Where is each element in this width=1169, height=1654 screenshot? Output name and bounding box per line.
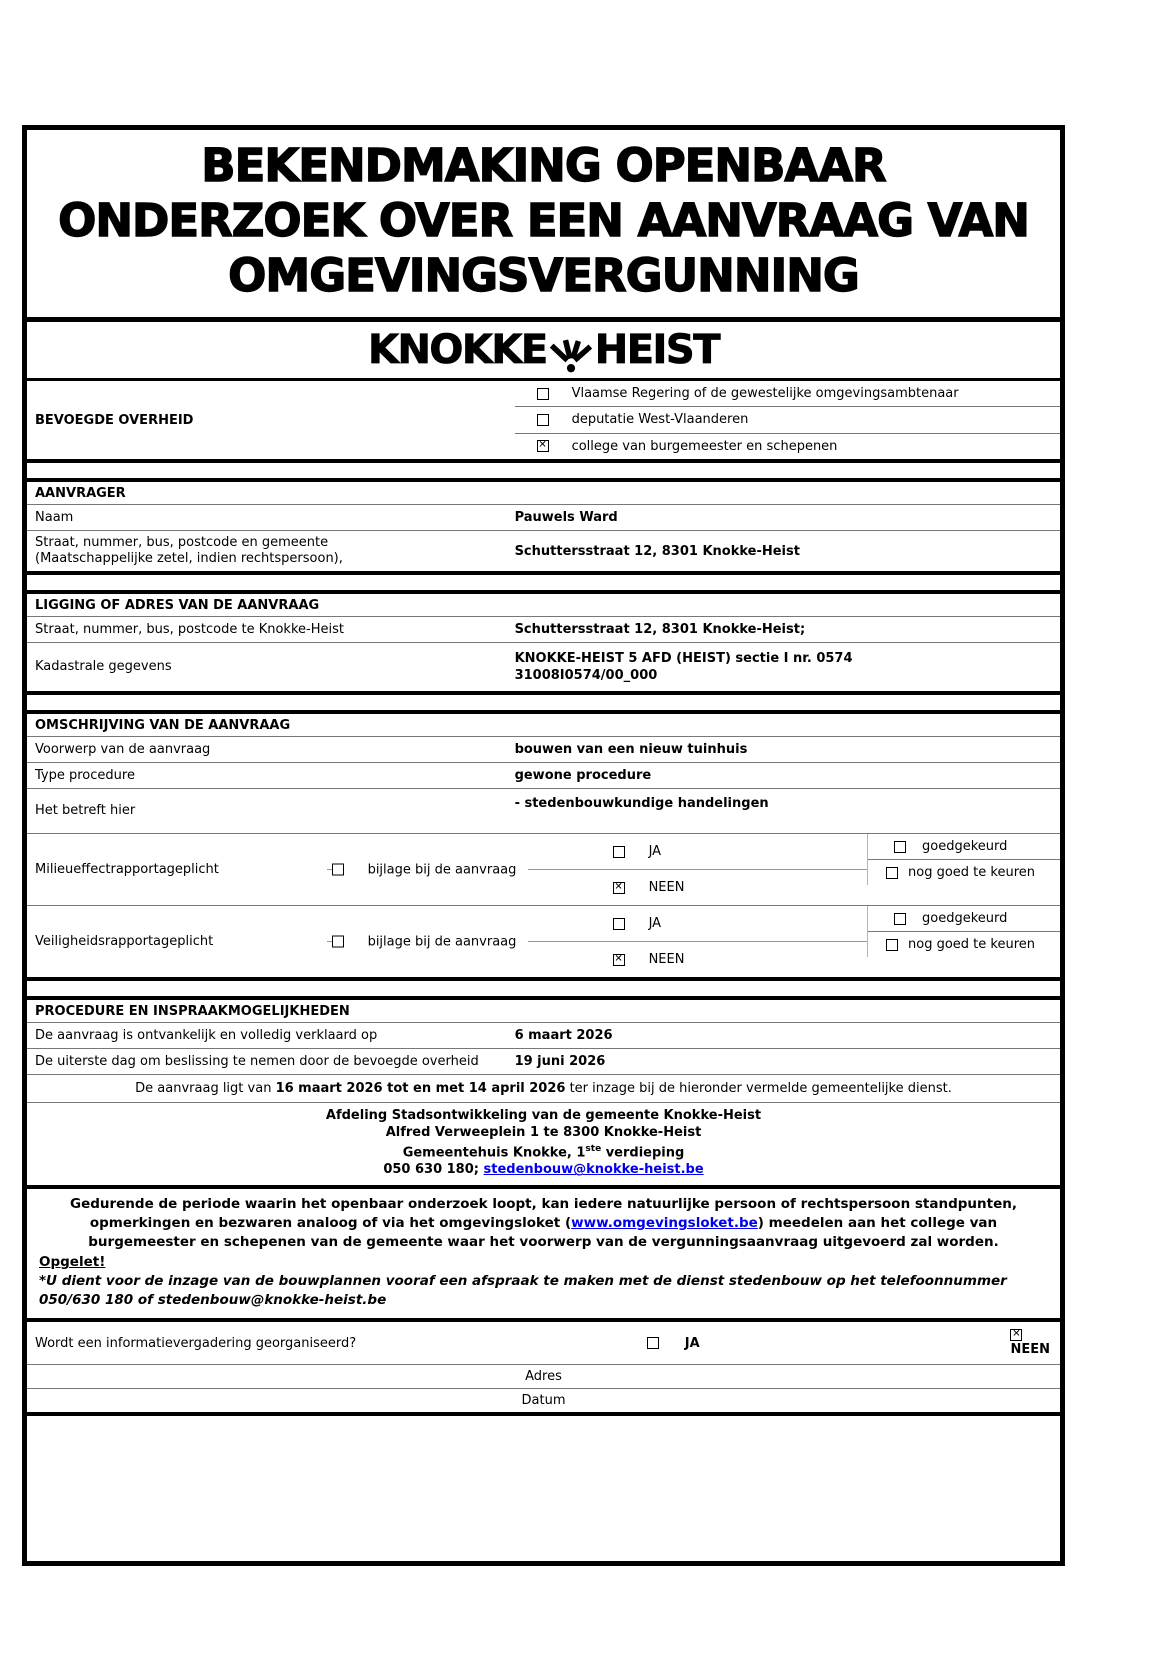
dienst-naam: Afdeling Stadsontwikkeling van de gemeente Knokke-Heist	[325, 1108, 762, 1123]
inzage-period: 16 maart 2026 tot en met 14 april 2026	[275, 1081, 566, 1096]
milieueffect-row	[27, 834, 1060, 906]
kadaster-value: KNOKKE-HEIST 5 AFD (HEIST) sectie I nr. 0574 31008I0574/00_000	[514, 651, 853, 683]
naam-row	[27, 505, 1060, 531]
kadaster-label: Kadastrale gegevens	[35, 659, 172, 674]
inzage-row: De aanvraag ligt van 16 maart 2026 tot en met 14 april 2026 ter inzage bij de hieronder vermelde gemeentelijke dienst.	[27, 1075, 1060, 1103]
datum-row: Datum	[521, 1393, 566, 1409]
betreft-label: Het betreft hier	[35, 803, 136, 818]
veiligheid-row	[27, 906, 1060, 977]
bevoegde-overheid-label: BEVOEGDE OVERHEID	[35, 412, 194, 428]
bevoegde-overheid-section	[27, 381, 1060, 459]
betreft-row	[27, 789, 1060, 834]
veiligheid-bijlage-checkbox[interactable]	[332, 936, 344, 948]
aanvrager-adres-row	[27, 531, 1060, 571]
college-checkbox[interactable]	[537, 440, 549, 452]
section-divider	[27, 571, 1060, 594]
ja-label: JA	[648, 916, 662, 931]
section-divider	[27, 977, 1060, 1000]
option-label: Vlaamse Regering of de gewestelijke omgevingsambtenaar	[571, 386, 959, 402]
milieueffect-ja-checkbox[interactable]	[613, 846, 625, 858]
section-divider	[27, 691, 1060, 714]
bijlage-label: bijlage bij de aanvraag	[367, 934, 517, 949]
title-line-2: ONDERZOEK OVER EEN AANVRAAG VAN	[58, 194, 1029, 247]
option-vlaamse-regering	[515, 381, 1060, 406]
document-title	[27, 130, 1060, 322]
dienst-adres: Alfred Verweeplein 1 te 8300 Knokke-Heist	[385, 1125, 702, 1140]
veiligheid-nog-goed-checkbox[interactable]	[886, 939, 898, 951]
opgelet-label: Opgelet!	[39, 1254, 106, 1271]
afspraak-note: *U dient voor de inzage van de bouwplannen vooraf een afspraak te maken met de dienst stedenbouw op het telefoonnummer 050/630 180 of stedenbouw@knokke-heist.be	[39, 1273, 1007, 1309]
milieueffect-nog-goed-checkbox[interactable]	[886, 867, 898, 879]
voorwerp-row	[27, 737, 1060, 763]
informatievergadering-neen-option	[1010, 1329, 1050, 1357]
informatievergadering-question: Wordt een informatievergadering georganiseerd?	[35, 1335, 357, 1351]
aanvrager-section-header: AANVRAGER	[27, 482, 1060, 505]
public-notice-block	[27, 1189, 1060, 1318]
logo-text-right: HEIST	[594, 327, 720, 373]
section-divider	[27, 459, 1060, 482]
veiligheid-ja-checkbox[interactable]	[613, 918, 625, 930]
ja-label: JA	[684, 1335, 700, 1351]
gemeentelijke-dienst-block	[27, 1103, 1060, 1185]
milieueffect-ja-neen	[327, 834, 867, 905]
neen-label: NEEN	[1010, 1342, 1050, 1358]
adres-row: Adres	[27, 1365, 1060, 1389]
empty-signature-box	[27, 1416, 1060, 1561]
informatievergadering-ja-option	[647, 1336, 700, 1351]
bijlage-label: bijlage bij de aanvraag	[367, 862, 517, 877]
voorwerp-value: bouwen van een nieuw tuinhuis	[514, 742, 748, 757]
goedgekeurd-label: goedgekeurd	[922, 911, 1008, 926]
deputatie-checkbox[interactable]	[537, 414, 549, 426]
uiterste-dag-row	[27, 1049, 1060, 1075]
option-deputatie	[515, 406, 1060, 432]
omgevingsloket-link[interactable]: www.omgevingsloket.be	[571, 1215, 758, 1232]
naam-value: Pauwels Ward	[514, 510, 618, 525]
milieueffect-bijlage-checkbox[interactable]	[332, 864, 344, 876]
milieueffect-bijlage	[332, 858, 529, 881]
uiterste-dag-label: De uiterste dag om beslissing te nemen door de bevoegde overheid	[35, 1053, 479, 1069]
aanvrager-adres-value: Schuttersstraat 12, 8301 Knokke-Heist	[514, 543, 800, 559]
option-label: college van burgemeester en schepenen	[571, 438, 838, 454]
veiligheid-goedgekeurd-checkbox[interactable]	[894, 913, 906, 925]
option-label: deputatie West-Vlaanderen	[571, 412, 749, 428]
notice-paragraph: Gedurende de periode waarin het openbaar onderzoek loopt, kan iedere natuurlijke persoon of rechtspersoon standpunten, opmerkingen en bezwaren analoog of via het omgevingsloket (www.omgevingsloket.be) meedelen aan het college van burgemeester en schepenen van de gemeente waar het voorwerp van de vergunningsaanvraag uitgevoerd zal worden.	[69, 1196, 1018, 1251]
logo-text-left: KNOKKE	[367, 327, 547, 373]
nog-goed-label: nog goed te keuren	[908, 937, 1035, 952]
veiligheid-label: Veiligheidsrapportageplicht	[35, 934, 214, 949]
stedenbouw-email-link[interactable]: stedenbouw@knokke-heist.be	[483, 1162, 704, 1178]
ja-label: JA	[648, 844, 662, 859]
dienst-contact: 050 630 180; stedenbouw@knokke-heist.be	[383, 1162, 704, 1178]
info-neen-checkbox[interactable]	[1010, 1329, 1022, 1341]
ligging-section-header: LIGGING OF ADRES VAN DE AANVRAAG	[27, 594, 1060, 617]
title-line-3: OMGEVINGSVERGUNNING	[228, 249, 859, 302]
info-ja-checkbox[interactable]	[647, 1337, 659, 1349]
bevoegde-overheid-options	[515, 381, 1060, 459]
ligging-straat-row	[27, 617, 1060, 643]
neen-label: NEEN	[648, 880, 685, 895]
veiligheid-ja-neen	[327, 906, 867, 977]
ligging-straat-value: Schuttersstraat 12, 8301 Knokke-Heist;	[514, 622, 806, 637]
omschrijving-section-header: OMSCHRIJVING VAN DE AANVRAAG	[27, 714, 1060, 737]
type-procedure-label: Type procedure	[35, 767, 135, 783]
veiligheid-bijlage	[332, 930, 529, 953]
informatievergadering-row	[27, 1322, 1060, 1365]
voorwerp-label: Voorwerp van de aanvraag	[35, 741, 211, 757]
procedure-section-header: PROCEDURE EN INSPRAAKMOGELIJKHEDEN	[27, 1000, 1060, 1023]
type-procedure-value: gewone procedure	[514, 768, 652, 783]
vlaamse-regering-checkbox[interactable]	[537, 388, 549, 400]
announcement-document	[22, 125, 1065, 1566]
nog-goed-te-keuren-option	[868, 932, 1060, 957]
neen-label: NEEN	[648, 952, 685, 967]
knokke-heist-splash-icon	[548, 331, 594, 375]
betreft-value: - stedenbouwkundige handelingen	[514, 796, 769, 811]
municipality-logo	[27, 322, 1060, 381]
ontvankelijk-value: 6 maart 2026	[514, 1028, 613, 1043]
goedgekeurd-option	[868, 834, 1060, 860]
uiterste-dag-value: 19 juni 2026	[514, 1054, 606, 1069]
milieueffect-goedgekeurd-checkbox[interactable]	[894, 841, 906, 853]
milieueffect-label: Milieueffectrapportageplicht	[35, 862, 219, 877]
type-procedure-row	[27, 763, 1060, 789]
title-line-1: BEKENDMAKING OPENBAAR	[201, 139, 886, 192]
goedgekeurd-option	[868, 906, 1060, 932]
ligging-straat-label: Straat, nummer, bus, postcode te Knokke-Heist	[35, 621, 344, 637]
nog-goed-label: nog goed te keuren	[908, 865, 1035, 880]
aanvrager-adres-label: Straat, nummer, bus, postcode en gemeente (Maatschappelijke zetel, indien rechtspersoon),	[35, 535, 343, 566]
milieueffect-approval-box	[867, 834, 1060, 885]
ontvankelijk-row	[27, 1023, 1060, 1049]
naam-label: Naam	[35, 509, 74, 525]
milieueffect-neen-checkbox[interactable]	[613, 882, 625, 894]
option-college	[515, 433, 1060, 459]
veiligheid-neen-checkbox[interactable]	[613, 954, 625, 966]
dienst-locatie: Gemeentehuis Knokke, 1ste verdieping	[402, 1144, 685, 1161]
nog-goed-te-keuren-option	[868, 860, 1060, 885]
goedgekeurd-label: goedgekeurd	[922, 839, 1008, 854]
veiligheid-approval-box	[867, 906, 1060, 957]
kadaster-row	[27, 643, 1060, 691]
ontvankelijk-label: De aanvraag is ontvankelijk en volledig verklaard op	[35, 1027, 378, 1043]
